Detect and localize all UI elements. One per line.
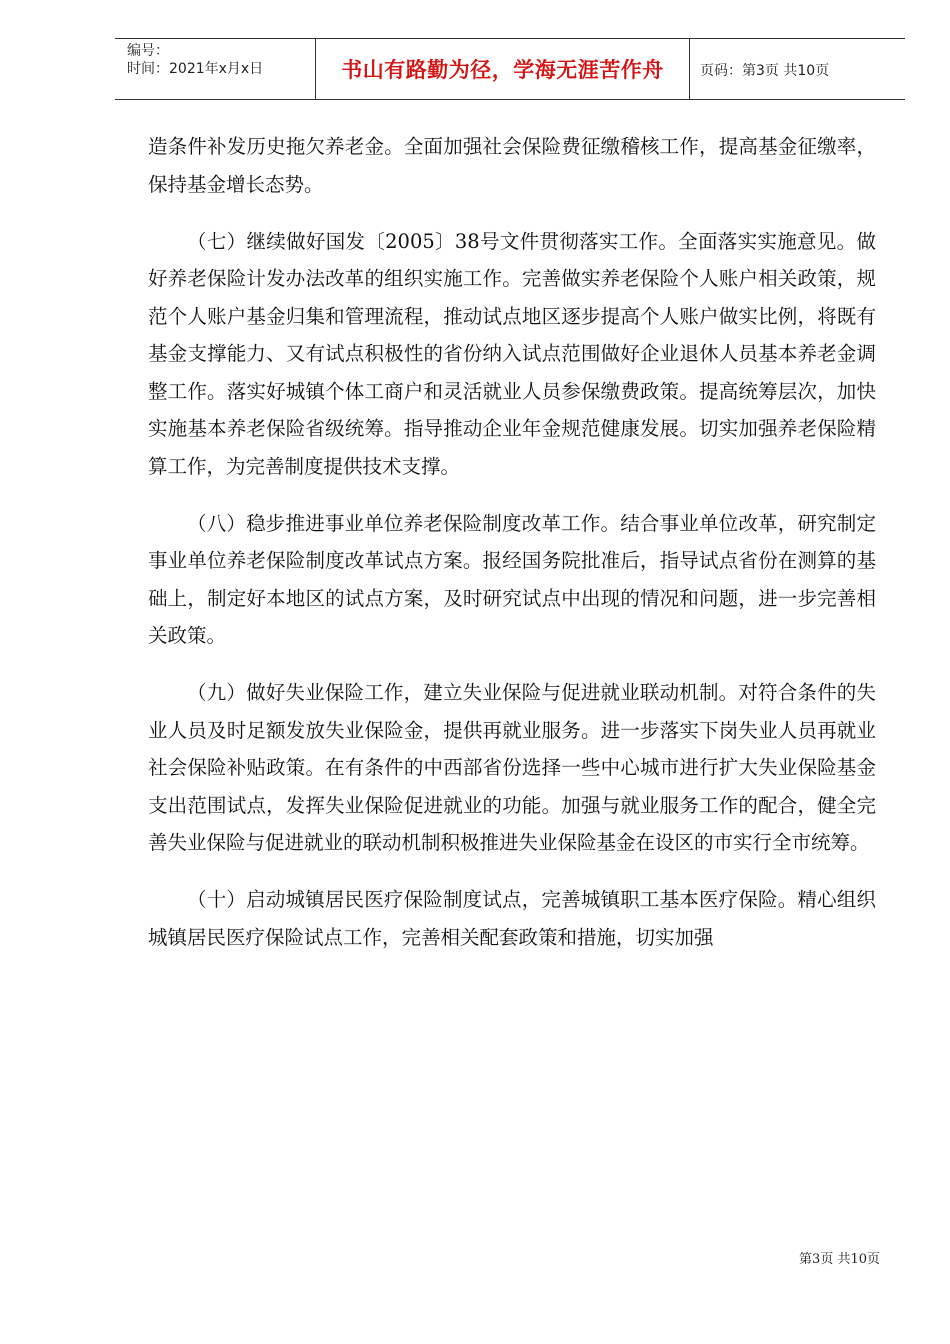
paragraph-item-10: （十）启动城镇居民医疗保险制度试点，完善城镇职工基本医疗保险。精心组织城镇居民医疗保险试点工作，完善相关配套政策和措施，切实加强 xyxy=(148,888,876,949)
document-date-label: 时间：2021年x月x日 xyxy=(127,61,264,77)
header-page-number: 页码：第3页 共10页 xyxy=(700,63,830,79)
paragraph-item-7: （七）继续做好国发〔2005〕38号文件贯彻落实工作。全面落实实施意见。做好养老保险计发办法改革的组织实施工作。完善做实养老保险个人账户相关政策，规范个人账户基金归集和管理流程，推动试点地区逐步提高个人账户做实比例，将既有基金支撑能力、又有试点积极性的省份纳入试点范围做好企业退休人员基本养老金调整工作。落实好城镇个体工商户和灵活就业人员参保缴费政策。提高统筹层次，加快实施基本养老保险省级统筹。指导推动企业年金规范健康发展。切实加强养老保险精算工作，为完善制度提供技术支撑。 xyxy=(148,229,876,478)
paragraph-continuation: 造条件补发历史拖欠养老金。全面加强社会保险费征缴稽核工作，提高基金征缴率，保持基金增长态势。 xyxy=(148,135,876,196)
paragraph-item-8: （八）稳步推进事业单位养老保险制度改革工作。结合事业单位改革，研究制定事业单位养老保险制度改革试点方案。报经国务院批准后，指导试点省份在测算的基础上，制定好本地区的试点方案，及时研究试点中出现的情况和问题，进一步完善相关政策。 xyxy=(148,511,876,647)
page-header xyxy=(115,38,905,100)
header-meta-cell xyxy=(115,39,316,99)
footer-page-number: 第3页 共10页 xyxy=(799,1252,880,1267)
header-motto: 书山有路勤为径，学海无涯苦作舟 xyxy=(341,58,664,82)
document-body xyxy=(148,128,876,976)
header-page-cell xyxy=(690,39,905,99)
document-number-label: 编号： xyxy=(127,43,169,59)
paragraph-item-9: （九）做好失业保险工作，建立失业保险与促进就业联动机制。对符合条件的失业人员及时足额发放失业保险金，提供再就业服务。进一步落实下岗失业人员再就业社会保险补贴政策。在有条件的中西部省份选择一些中心城市进行扩大失业保险基金支出范围试点，发挥失业保险促进就业的功能。加强与就业服务工作的配合，健全完善失业保险与促进就业的联动机制积极推进失业保险基金在设区的市实行全市统筹。 xyxy=(148,681,876,854)
header-motto-cell xyxy=(316,39,690,99)
